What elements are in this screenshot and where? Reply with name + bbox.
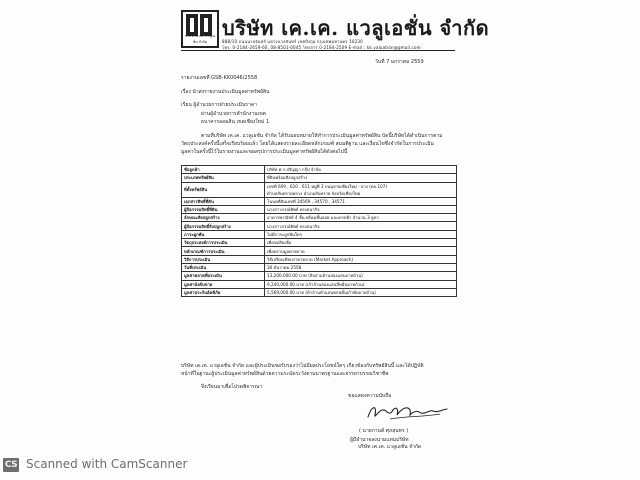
table-row-label: วันที่ประเมิน [182,263,265,271]
closing-request: จึงเรียนมาเพื่อโปรดพิจารณา [201,384,263,390]
letterhead-divider [181,50,455,51]
camscanner-watermark: Scanned with CamScanner [26,457,188,471]
table-row-label: มูลค่าประกันอัคคีภัย [182,288,265,296]
table-row-value: 5,569,000.00 บาท (ห้าล้านห้าแสนหกหมื่นเก้าพันบาทถ้วน) [265,288,457,296]
table-row-label: ผู้ถือกรรมสิทธิ์สิ่งปลูกสร้าง [182,222,265,230]
table-row-value: เพื่อทราบมูลค่าตลาด [265,247,457,255]
company-address: 888/10 ถนนนวลจันทร์ แขวงนวลจันทร์ เขตบึงกุ่ม กรุงเทพมหานคร 10230 [222,39,363,44]
table-row-value-line: ตำบลสันทรายหลวง อำเภอสันทราย จังหวัดเชียงใหม่ [267,190,361,196]
table-row [182,197,457,205]
company-contact: โทร. 0-2184-2659-60, 08-8501-0045 โทรสาร 0-2184-2509 E-mail : kk.valuation@gmail.com [222,45,421,50]
table-row [182,288,457,296]
camscanner-logo-icon: CS [4,460,18,470]
table-row-value: ที่ดินพร้อมสิ่งปลูกสร้าง [265,174,457,182]
letter-date: วันที่ 7 มกราคม 2559 [375,59,424,65]
table-row-value: เพื่อขอสินเชื่อ [265,239,457,247]
table-row-label: ที่ตั้งทรัพย์สิน [182,182,265,197]
table-row [182,280,457,288]
table-row-value: บริษัท ศ.ร.ปริญญา กรุ๊ป จำกัด [265,166,457,174]
table-row [182,222,457,230]
table-row-label: ประเภททรัพย์สิน [182,174,265,182]
table-row-value: นางสาวภรณ์ทิพย์ ทรงธนากิจ [265,205,457,213]
body-paragraph-line: วัตถุประสงค์ครั้งนี้เสร็จเรียบร้อยแล้ว โดยได้แสดงรายละเอียดหลักเกณฑ์ สมมติฐาน และเงื่อนไขซึ่งจำกัดในการประเมิน [181,141,434,147]
signer-name: ( นายกานต์ ศุภสุนทร ) [359,428,409,434]
table-row [182,182,457,197]
signer-company: บริษัท เค.เค. แวลูเอชั่น จำกัด [358,444,422,450]
letter-recipient-line2: ผ่านผู้อำนวยการสำนักงานเขต [201,111,266,117]
table-row-value: 30 ธันวาคม 2558 [265,263,457,271]
table-row [182,263,457,271]
table-row [182,239,457,247]
conclusion-line: หน้าที่ในฐานะผู้ประเมินมูลค่าทรัพย์สินด้วยความระมัดระวังตามมาตรฐานและจรรยาบรรณวิชาชีพ [181,371,389,377]
body-paragraph-line: ตามที่บริษัท เค.เค. แวลูเอชั่น จำกัด ได้รับมอบหมายให้ทำการประเมินมูลค่าทรัพย์สิน บัดนี้บริษัทได้ดำเนินการตาม [201,133,443,139]
table-row-value: โฉนดที่ดินเลขที่ 34569 , 34570 , 34571 [265,197,457,205]
table-row [182,214,457,222]
table-row-label: ชื่อลูกค้า [182,166,265,174]
table-row-label: ภาระผูกพัน [182,230,265,238]
valuation-summary-table [181,165,457,297]
conclusion-line: บริษัท เค.เค. แวลูเอชั่น จำกัด และผู้ประเมินขอรับรองว่าไม่มีผลประโยชน์ใดๆ เกี่ยวข้องกับทรัพย์สินนี้ และได้ปฏิบัติ [181,363,424,369]
table-row [182,174,457,182]
table-row-value: วิธีเปรียบเทียบราคาตลาด (Market Approach) [265,255,457,263]
company-logo [181,10,219,48]
table-row-value: อาคารพาณิชย์ 4 ชั้น พร้อมชั้นลอย และดาดฟ้า จำนวน 3 คูหา [265,214,457,222]
body-paragraph-line: มูลค่าในครั้งนี้ไว้ในรายงานและขอสรุปการประเมินมูลค่าทรัพย์สินได้ดังต่อไปนี้ [181,149,348,155]
letter-subject: เรื่อง นำส่งรายงานประเมินมูลค่าทรัพย์สิน [181,89,270,95]
letter-bank: ธนาคารออมสิน เขตเชียงใหม่ 1 [201,119,270,125]
table-row-value: 9,240,000.00 บาท (เก้าล้านสองแสนสี่หมื่นบาทถ้วน) [265,280,457,288]
table-row-value [265,182,457,197]
logo-caption: บริษัท เค.เค. แวลูเอชั่น จำกัด [185,34,215,44]
table-row [182,205,457,213]
table-row-value: ไม่มีภาระผูกพันใดๆ [265,230,457,238]
signer-title: ผู้มีอำนาจลงนามแทนบริษัท [350,437,409,443]
report-reference: รายงานเลขที่ GSB-KK0046/2558 [181,75,258,81]
table-row-label: ลักษณะสิ่งปลูกสร้าง [182,214,265,222]
table-row-value: นางสาวภรณ์ทิพย์ ทรงธนากิจ [265,222,457,230]
letter-recipient: เรียน ผู้อำนวยการฝ่ายประเมินราคา [181,102,258,108]
table-row [182,230,457,238]
table-row-label: เอกสารสิทธิ์ที่ดิน [182,197,265,205]
table-row-label: ผู้ถือกรรมสิทธิ์ที่ดิน [182,205,265,213]
table-row [182,255,457,263]
table-row [182,247,457,255]
handwritten-signature [362,400,452,424]
table-row-label: มูลค่าบังคับขาย [182,280,265,288]
table-row-label: หลักเกณฑ์การประเมิน [182,247,265,255]
table-row-label: มูลค่าตลาดที่ประเมิน [182,272,265,280]
company-name: บริษัท เค.เค. แวลูเอชั่น จำกัด [222,16,490,40]
table-row [182,272,457,280]
table-row-label: วัตถุประสงค์การประเมิน [182,239,265,247]
table-row [182,166,457,174]
table-row-value: 13,200,000.00 บาท (สิบสามล้านสองแสนบาทถ้วน) [265,272,457,280]
table-row-value-line: เลขที่ 609 , 610 , 611 หมู่ที่ 3 ถนนสายเชียงใหม่ - ฝาง (ทล.107) [267,183,388,189]
table-row-label: วิธีการประเมิน [182,255,265,263]
closing-salutation: ขอแสดงความนับถือ [348,393,392,399]
